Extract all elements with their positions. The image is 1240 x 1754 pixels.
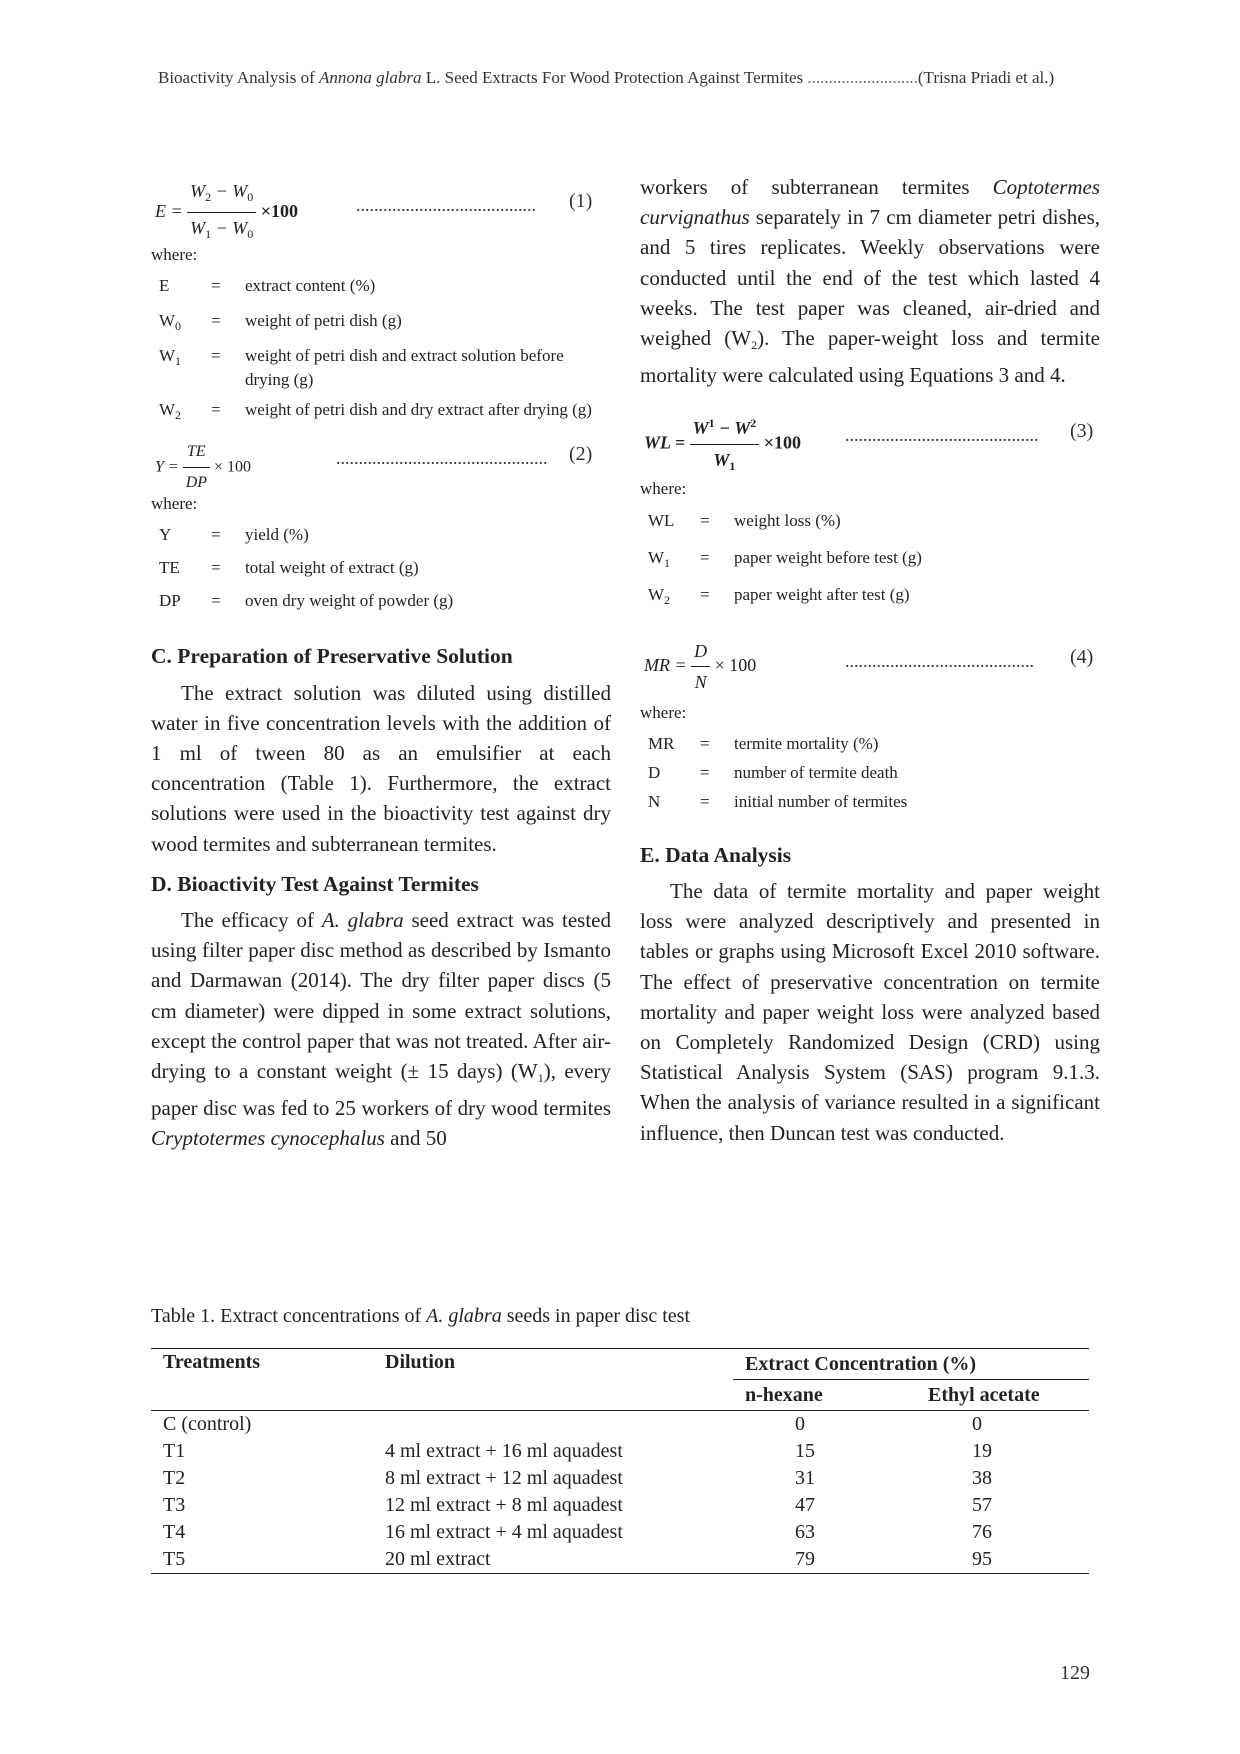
table-row: T3 12 ml extract + 8 ml aquadest 47 57 — [163, 1494, 992, 1516]
running-header — [158, 68, 1098, 88]
variable-row: WL = weight loss (%) — [648, 510, 841, 530]
eq3-number: (3) — [1070, 420, 1094, 443]
eq1-denominator: $W_1 - W_0$ — [190, 218, 254, 242]
equation-2-formula: Y = $\frac{TE}{DP}$ × 100 — [155, 437, 251, 498]
eq2-dots: ............................................... — [336, 448, 548, 469]
header-authors: (Trisna Priadi et al.) — [917, 68, 1055, 87]
where-label-4: where: — [640, 702, 687, 722]
eq4-number: (4) — [1070, 645, 1094, 668]
table-row: T5 20 ml extract 79 95 — [151, 1546, 1089, 1574]
extract-concentration-table — [151, 1348, 1089, 1574]
equation-1-formula — [155, 176, 298, 249]
table-row: T4 16 ml extract + 4 ml aquadest 63 76 — [163, 1521, 992, 1543]
eq1-times: ×100 — [260, 200, 299, 221]
table-row: T2 8 ml extract + 12 ml aquadest 31 38 — [163, 1467, 992, 1489]
equation-1 — [151, 172, 611, 242]
eq2-number: (2) — [569, 443, 593, 466]
left-column — [151, 172, 611, 1154]
header-title-species: Annona glabra — [319, 68, 422, 87]
eq2-fraction — [183, 437, 210, 498]
where-label-3: where: — [640, 479, 687, 499]
page-number: 129 — [1060, 1662, 1090, 1684]
equation-4 — [640, 632, 1100, 698]
variable-list-1 — [151, 274, 611, 427]
table-row: T1 4 ml extract + 16 ml aquadest 15 19 — [163, 1440, 992, 1462]
eq2-numerator: TE — [183, 437, 210, 468]
eq1-fraction — [187, 176, 256, 249]
eq4-fraction — [691, 636, 710, 697]
variable-list-2 — [151, 523, 611, 613]
eq3-dots: ........................................... — [845, 425, 1039, 446]
variable-row: N = initial number of termites — [648, 791, 908, 811]
variable-row: D = number of termite death — [648, 762, 898, 782]
equation-4-formula: MR = $\frac{D}{N}$ × 100 — [644, 636, 756, 697]
variable-list-3 — [640, 509, 1100, 612]
equation-3-formula: WL = $\frac{W^1 - W^2}{W_1}$ ×100 — [644, 408, 801, 480]
paragraph-c: The extract solution was diluted using distilled water in five concentration levels with the addition of 1 ml of tween 80 as an emulsifier at each concentration (Table 1). Furthermore, the extract solutions were used in the bioactivity test against dry wood termites and subterranean termites. — [151, 680, 611, 856]
eq3-denominator: $W_1$ — [713, 449, 736, 473]
header-ethyl-acetate: Ethyl acetate — [928, 1383, 1040, 1406]
eq1-numerator: $W_2 - W_0$ — [187, 176, 256, 213]
eq4-dots: .......................................... — [845, 650, 1034, 671]
variable-row: DP = oven dry weight of powder (g) — [159, 591, 454, 611]
header-extract-concentration: Extract Concentration (%) — [733, 1349, 1089, 1380]
variable-row: $W_1$ = weight of petri dish and extract solution before drying (g) — [159, 346, 564, 390]
eq3-fraction — [690, 408, 760, 480]
variable-row: TE = total weight of extract (g) — [159, 558, 419, 578]
eq1-dots: ........................................ — [356, 195, 536, 215]
header-dots: .......................... — [807, 68, 918, 87]
equation-3 — [640, 404, 1100, 474]
table-caption: Table 1. Extract concentrations of A. glabra seeds in paper disc test — [151, 1305, 690, 1327]
paragraph-d: The efficacy of A. glabra seed extract was tested using filter paper disc method as described by Ismanto and Darmawan (2014). The dry filter paper discs (5 cm diameter) were dipped in some extract solutions, except the control paper that was not treated. After air-drying to a constant weight (± 15 days) $(W_1)$, every paper disc was fed to 25 workers of dry wood termites Cryptotermes cynocephalus and 50 — [151, 908, 611, 1151]
section-heading-e: E. Data Analysis — [640, 842, 792, 867]
eq1-lhs: E = — [155, 200, 183, 221]
variable-list-4 — [640, 732, 1100, 814]
where-label-1: where: — [151, 245, 198, 264]
header-treatments: Treatments — [163, 1351, 261, 1373]
right-column — [640, 172, 1100, 1148]
where-label-2: where: — [151, 494, 198, 514]
eq4-denominator: N — [694, 671, 707, 692]
header-n-hexane: n-hexane — [745, 1383, 823, 1406]
paragraph-d-continued: workers of subterranean termites Coptotermes curvignathus separately in 7 cm diameter petri dishes, and 5 tires replicates. Weekly observations were conducted until the end of the test which lasted 4 weeks. The test paper was cleaned, air-dried and weighed $(W_2)$. The paper-weight loss and termite mortality were calculated using Equations 3 and 4. — [640, 175, 1100, 388]
section-heading-c: C. Preparation of Preservative Solution — [151, 644, 513, 669]
header-title-suffix: L. Seed Extracts For Wood Protection Against Termites — [421, 68, 808, 87]
eq1-number: (1) — [569, 190, 593, 212]
variable-row: $W_1$ = paper weight before test (g) — [648, 547, 922, 570]
variable-row: $W_2$ = weight of petri dish and dry extract after drying (g) — [159, 400, 592, 423]
equation-2 — [151, 433, 611, 493]
variable-row: $W_2$ = paper weight after test (g) — [648, 584, 910, 607]
eq3-numerator: $W^1 - W^2$ — [690, 408, 760, 444]
variable-row: E = extract content (%) — [159, 276, 376, 296]
paragraph-e: The data of termite mortality and paper weight loss were analyzed descriptively and presented in tables or graphs using Microsoft Excel 2010 software. The effect of preservative concentration on termite mortality and paper weight loss were analyzed based on Completely Randomized Design (CRD) using Statistical Analysis System (SAS) program 9.1.3. When the analysis of variance resulted in a significant influence, then Duncan test was conducted. — [640, 879, 1100, 1145]
variable-row: $W_0$ = weight of petri dish (g) — [159, 311, 402, 334]
variable-row: Y = yield (%) — [159, 525, 309, 545]
eq4-numerator: D — [691, 636, 710, 667]
variable-row: MR = termite mortality (%) — [648, 733, 879, 753]
section-heading-d: D. Bioactivity Test Against Termites — [151, 871, 479, 896]
table-row: C (control) 0 0 — [163, 1413, 982, 1435]
eq2-denominator: DP — [185, 474, 208, 492]
header-dilution: Dilution — [385, 1351, 456, 1373]
header-title-prefix: Bioactivity Analysis of — [158, 68, 320, 87]
